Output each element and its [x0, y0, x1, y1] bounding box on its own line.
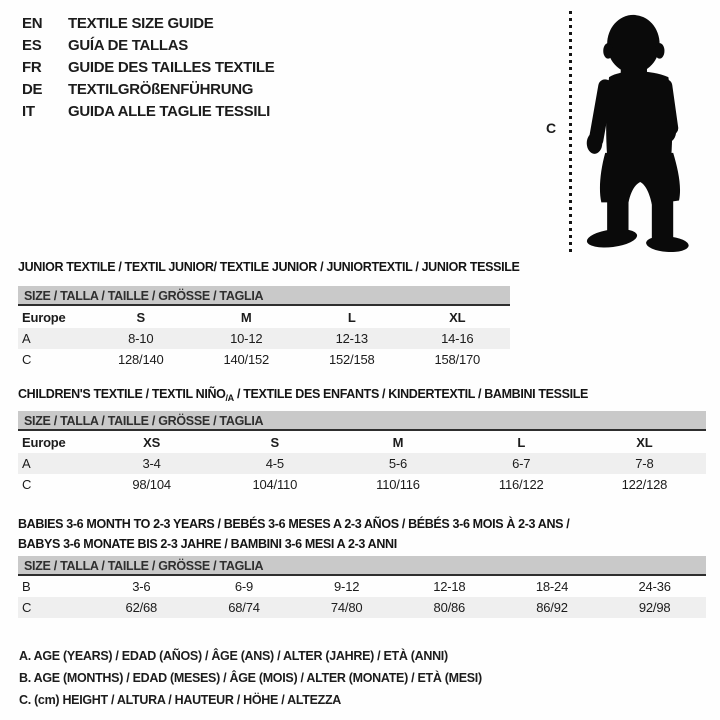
lang-code: IT [22, 103, 35, 120]
lang-row-fr [22, 57, 274, 79]
table-cell: 98/104 [132, 477, 171, 492]
column-header: XL [449, 309, 466, 325]
lang-code: DE [22, 81, 43, 98]
lang-title: TEXTILGRÖßENFÜHRUNG [68, 81, 254, 98]
table-cell: 68/74 [228, 600, 260, 615]
title-part: CHILDREN'S TEXTILE / TEXTIL NIÑO [18, 387, 226, 401]
table-cell: 116/122 [498, 477, 544, 492]
section-title-children [18, 384, 588, 408]
table-cell: 80/86 [433, 600, 466, 615]
lang-title: GUIDE DES TAILLES TEXTILE [68, 59, 275, 76]
footnote-b: B. AGE (MONTHS) / EDAD (MESES) / ÂGE (MOIS) / ALTER (MONATE) / ETÀ (MESI) [19, 671, 482, 685]
toddler-silhouette-icon [578, 7, 714, 254]
column-header: XL [636, 434, 653, 450]
table-cell: 86/92 [536, 600, 568, 615]
table-cell: 140/152 [223, 352, 270, 367]
height-measure-dotted-line [569, 11, 572, 252]
column-header: M [392, 434, 404, 450]
row-label: A [22, 331, 31, 346]
table-cell: 6-9 [234, 579, 254, 594]
table-cell: 8-10 [128, 331, 154, 346]
table-columns-row [18, 431, 706, 453]
language-title-list [22, 13, 274, 123]
table-cell: 128/140 [117, 352, 164, 367]
babies-size-table [18, 556, 706, 618]
table-cell: 24-36 [638, 579, 671, 594]
section-title-junior: JUNIOR TEXTILE / TEXTIL JUNIOR/ TEXTILE JUNIOR / JUNIORTEXTIL / JUNIOR TESSILE [18, 260, 520, 274]
table-cell: 3-4 [142, 456, 161, 471]
table-cell: 158/170 [434, 352, 481, 367]
table-row-a [18, 328, 510, 349]
table-cell: 18-24 [535, 579, 569, 594]
table-cell: 62/68 [125, 600, 158, 615]
column-header: L [517, 434, 526, 450]
footnote-c: C. (cm) HEIGHT / ALTURA / HAUTEUR / HÖHE / ALTEZZA [19, 693, 342, 707]
table-cell: 5-6 [388, 456, 408, 471]
lang-title: TEXTILE SIZE GUIDE [68, 15, 214, 32]
column-header: M [240, 309, 252, 325]
table-row-c [18, 474, 706, 495]
row-label: B [22, 579, 31, 594]
legend-footnotes [19, 645, 482, 711]
title-part: / TEXTILE DES ENFANTS / KINDERTEXTIL / BAMBINI TESSILE [233, 387, 589, 401]
column-header: S [270, 434, 280, 450]
junior-size-table [18, 286, 510, 370]
size-header-bar: SIZE / TALLA / TAILLE / GRÖSSE / TAGLIA [18, 411, 706, 431]
lang-row-de [22, 79, 274, 101]
lang-row-it [22, 101, 274, 123]
row-label: A [22, 456, 31, 471]
size-header-bar: SIZE / TALLA / TAILLE / GRÖSSE / TAGLIA [18, 556, 706, 576]
children-size-table [18, 411, 706, 495]
section-title-babies [18, 514, 569, 554]
table-cell: 9-12 [334, 579, 360, 594]
table-cell: 152/158 [328, 352, 375, 367]
table-row-c [18, 349, 510, 370]
title-subscript: /A [225, 393, 234, 403]
column-header: L [347, 309, 356, 325]
lang-row-en [22, 13, 274, 35]
lang-code: EN [22, 15, 43, 32]
table-cell: 14-16 [441, 331, 474, 346]
lang-code: FR [22, 59, 42, 76]
row-label: C [22, 352, 32, 367]
table-cell: 12-13 [335, 331, 368, 346]
lang-code: ES [22, 37, 42, 54]
row-label: C [22, 477, 32, 492]
title-line-1: BABIES 3-6 MONTH TO 2-3 YEARS / BEBÉS 3-6 MESES A 2-3 AÑOS / BÉBÉS 3-6 MOIS À 2-3 ANS / [18, 517, 570, 531]
table-cell: 3-6 [132, 579, 151, 594]
table-cell: 7-8 [635, 456, 654, 471]
footnote-a: A. AGE (YEARS) / EDAD (AÑOS) / ÂGE (ANS) / ALTER (JAHRE) / ETÀ (ANNI) [19, 649, 448, 663]
lang-title: GUÍA DE TALLAS [68, 37, 188, 54]
table-cell: 10-12 [230, 331, 263, 346]
table-cell: 6-7 [512, 456, 531, 471]
table-cell: 122/128 [621, 477, 668, 492]
table-cell: 110/116 [376, 477, 420, 492]
table-cell: 12-18 [433, 579, 466, 594]
table-cell: 92/98 [638, 600, 671, 615]
table-cell: 104/110 [252, 477, 298, 492]
row-label: C [22, 600, 32, 615]
table-row-c [18, 597, 706, 618]
height-measure-label: C [546, 120, 557, 136]
column-header: XS [143, 434, 161, 450]
column-header: S [136, 309, 145, 325]
table-cell: 74/80 [330, 600, 363, 615]
table-cell: 4-5 [265, 456, 284, 471]
size-header-bar: SIZE / TALLA / TAILLE / GRÖSSE / TAGLIA [18, 286, 510, 306]
lang-title: GUIDA ALLE TAGLIE TESSILI [68, 103, 270, 120]
columns-label: Europe [22, 309, 66, 325]
lang-row-es [22, 35, 274, 57]
columns-label: Europe [22, 434, 66, 450]
table-columns-row [18, 306, 510, 328]
table-row-a [18, 453, 706, 474]
title-line-2: BABYS 3-6 MONATE BIS 2-3 JAHRE / BAMBINI 3-6 MESI A 2-3 ANNI [18, 537, 397, 551]
table-row-b [18, 576, 706, 597]
